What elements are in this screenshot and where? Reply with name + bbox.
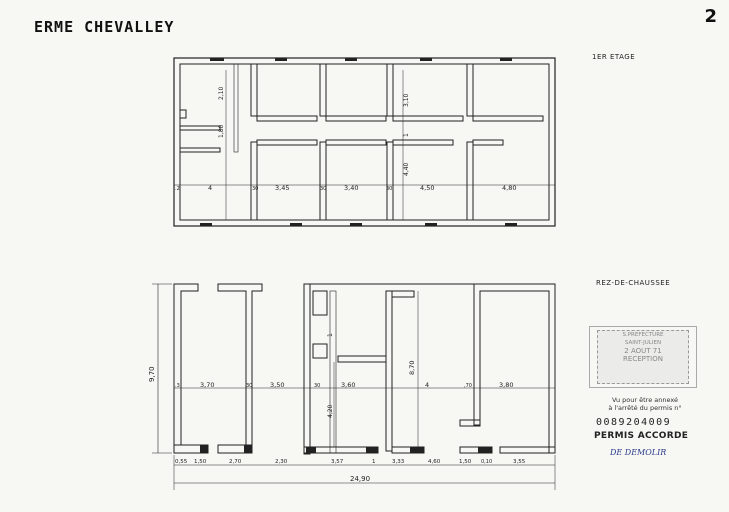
- dim-upper-wall-1: .2: [175, 186, 180, 192]
- dim-bottom-5: 3,57: [331, 459, 344, 465]
- page-number: 2: [704, 6, 717, 27]
- dim-lower-4: 4: [425, 381, 430, 389]
- dim-upper-v5: 1: [403, 133, 410, 137]
- dim-lower-v1: 8,70: [408, 360, 416, 375]
- dim-bottom-1: 0,55: [175, 459, 188, 465]
- dim-bottom-10: 0,10: [481, 459, 493, 465]
- dim-lower-2: 3,50: [270, 381, 285, 389]
- reception-stamp: [597, 330, 689, 384]
- upper-floor-plan: [174, 58, 555, 226]
- handwritten-note: DE DEMOLIR: [610, 448, 667, 457]
- permit-status: PERMIS ACCORDE: [594, 431, 689, 441]
- dim-upper-v2: 1,80: [218, 124, 225, 138]
- dim-upper-2: 3,45: [275, 184, 290, 192]
- dim-total-height: 9,70: [148, 366, 156, 382]
- annex-note-2: à l'arrêté du permis n°: [608, 404, 682, 412]
- dim-lower-5: 3,80: [499, 381, 514, 389]
- dim-bottom-8: 4,60: [428, 459, 441, 465]
- stamp-date: 2 AOUT 71: [624, 347, 662, 355]
- dim-lower-3: 3,60: [341, 381, 356, 389]
- dim-bottom-2: 1,50: [194, 459, 207, 465]
- dim-bottom-6: 1: [372, 459, 376, 465]
- dim-bottom-7: 3,33: [392, 459, 405, 465]
- dim-upper-5: 4,80: [502, 184, 517, 192]
- dim-bottom-3: 2,70: [229, 459, 242, 465]
- dim-lower-wall-1: .3: [175, 383, 180, 389]
- dim-upper-v3: 3,10: [403, 93, 410, 107]
- dim-lower-wall-3: 30: [314, 383, 321, 389]
- dim-lower-v2: 4,20: [327, 404, 334, 418]
- dim-lower-v3: 1: [327, 333, 334, 337]
- dim-upper-1: 4: [208, 184, 213, 192]
- project-title: ERME CHEVALLEY: [34, 18, 175, 36]
- dim-upper-v4: 4,40: [403, 162, 410, 176]
- dim-bottom-11: 3,55: [513, 459, 526, 465]
- dim-lower-wall-4: ,70: [464, 383, 472, 389]
- stamp-line-2: SAINT-JULIEN: [624, 340, 662, 346]
- dim-upper-wall-3: 30: [320, 186, 327, 192]
- dim-upper-4: 4,50: [420, 184, 435, 192]
- dim-upper-3: 3,40: [344, 184, 359, 192]
- stamp-line-3: RECEPTION: [623, 355, 663, 363]
- ground-floor-label: REZ-DE-CHAUSSEE: [596, 279, 671, 287]
- annex-note-1: Vu pour être annexé: [611, 396, 679, 404]
- dim-total-width: 24,90: [350, 475, 371, 483]
- dim-upper-v1: 2,10: [218, 86, 225, 100]
- upper-floor-label: 1ER ETAGE: [592, 53, 636, 61]
- dim-lower-1: 3,70: [200, 381, 215, 389]
- dim-bottom-9: 1,50: [459, 459, 472, 465]
- dim-upper-wall-4: 30: [386, 186, 393, 192]
- permit-number: 0089204009: [596, 417, 672, 428]
- stamp-line-1: S.PREFECTURE: [622, 332, 664, 338]
- dim-bottom-4: 2,30: [275, 459, 288, 465]
- dim-lower-wall-2: 30: [246, 383, 253, 389]
- dim-upper-wall-2: 30: [252, 186, 259, 192]
